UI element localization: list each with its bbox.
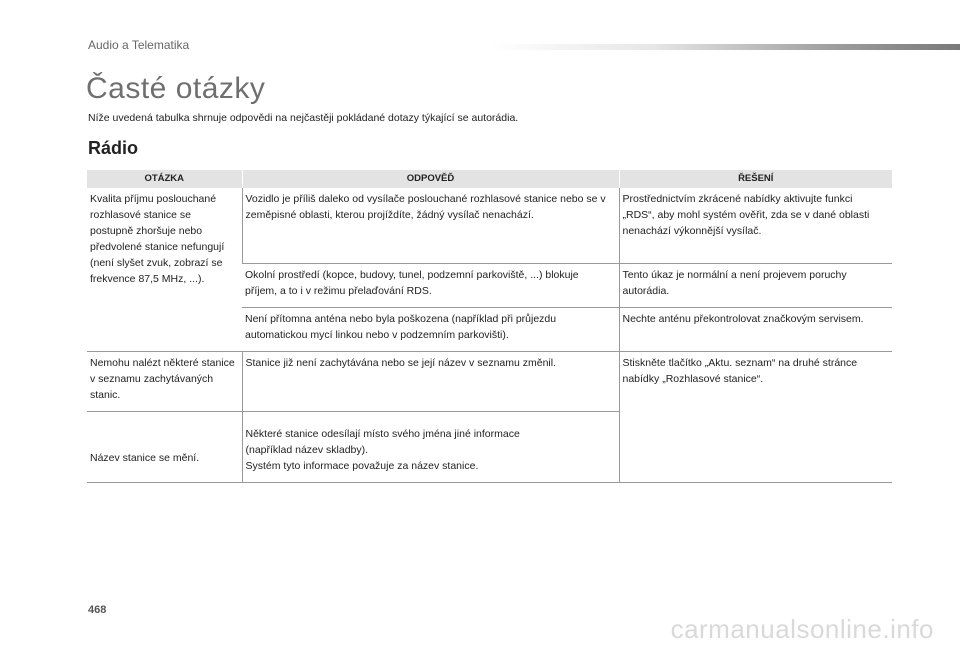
answer-cell: Není přítomna anténa nebo byla poškozena (například při průjezdu automatickou mycí linkou nebo v podzemním parkovišti). — [242, 307, 619, 351]
table-header-row — [87, 170, 892, 188]
intro-text: Níže uvedená tabulka shrnuje odpovědi na nejčastěji pokládané dotazy týkající se autorádia. — [88, 112, 519, 124]
solution-cell: Stiskněte tlačítko „Aktu. seznam“ na druhé stránce nabídky „Rozhlasové stanice“. — [619, 351, 892, 482]
watermark: carmanualsonline.info — [670, 614, 934, 644]
solution-cell: Prostřednictvím zkrácené nabídky aktivujte funkci „RDS“, aby mohl systém ověřit, zda se v dané oblasti nenachází výkonnější vysílač. — [619, 188, 892, 263]
header-gradient-bar — [490, 44, 960, 50]
answer-line: Systém tyto informace považuje za název stanice. — [245, 459, 479, 472]
question-cell: Název stanice se mění. — [87, 411, 242, 482]
solution-cell: Nechte anténu překontrolovat značkovým servisem. — [619, 307, 892, 351]
table-row — [87, 188, 892, 263]
table-row — [87, 351, 892, 411]
question-cell: Nemohu nalézt některé stanice v seznamu zachytávaných stanic. — [87, 351, 242, 411]
column-header-question: OTÁZKA — [87, 170, 242, 188]
header-section-title: Audio a Telematika — [88, 38, 190, 52]
column-header-solution: ŘEŠENÍ — [619, 170, 892, 188]
question-cell: Kvalita příjmu poslouchané rozhlasové stanice se postupně zhoršuje nebo předvolené stanice nefungují (není slyšet zvuk, zobrazí se frekvence 87,5 MHz, ...). — [87, 188, 242, 351]
answer-line: (například název skladby). — [245, 443, 369, 456]
page-number: 468 — [88, 604, 107, 616]
answer-cell: Vozidlo je příliš daleko od vysílače poslouchané rozhlasové stanice nebo se v zeměpisné oblasti, kterou projíždíte, žádný vysílač nenachází. — [242, 188, 619, 263]
answer-cell: Stanice již není zachytávána nebo se její název v seznamu změnil. — [242, 351, 619, 411]
section-title: Rádio — [88, 138, 139, 158]
faq-table — [87, 170, 892, 483]
column-header-answer: ODPOVĚĎ — [242, 170, 619, 188]
answer-cell: Okolní prostředí (kopce, budovy, tunel, podzemní parkoviště, ...) blokuje příjem, a to i v režimu přelaďování RDS. — [242, 263, 619, 307]
answer-line: Některé stanice odesílají místo svého jména jiné informace — [245, 427, 520, 440]
answer-cell — [242, 411, 619, 482]
solution-cell: Tento úkaz je normální a není projevem poruchy autorádia. — [619, 263, 892, 307]
page-title: Časté otázky — [86, 72, 266, 105]
